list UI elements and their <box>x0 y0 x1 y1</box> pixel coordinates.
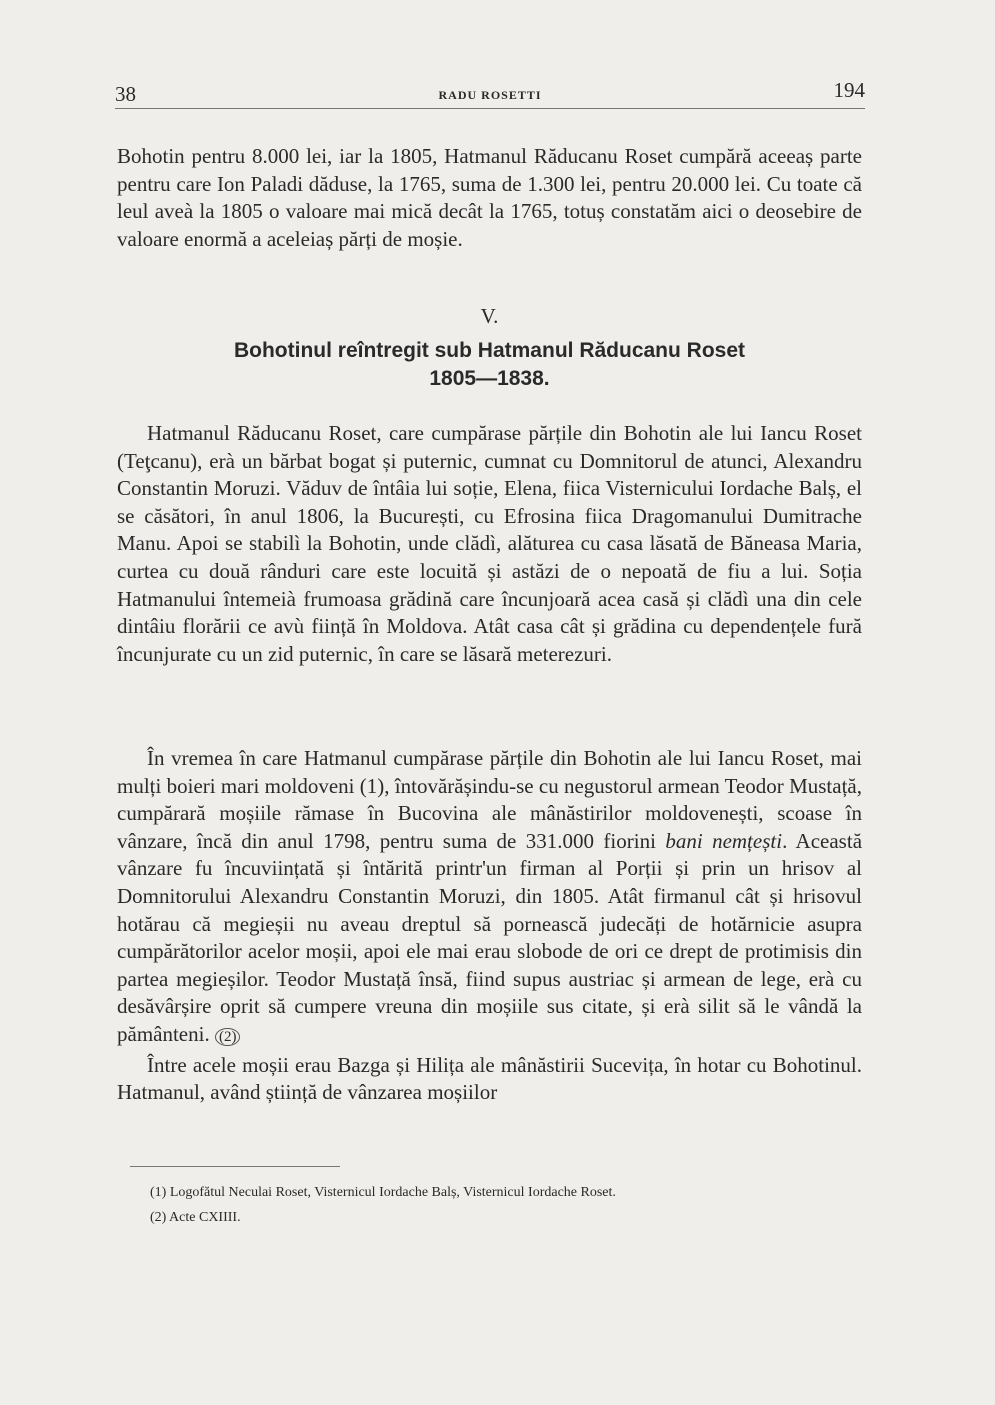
paragraph-2: Hatmanul Răducanu Roset, care cumpărase părțile din Bohotin ale lui Iancu Roset (Teţcanu), erà un bărbat bogat și puternic, cumnat cu Domnitorul de atunci, Alexandru Constantin Moruzi. Văduv de întâia lui soție, Elena, fiica Visternicului Iordache Balș, el se căsători, în anul 1806, la București, cu Efrosina fiica Dragomanului Dumitrache Manu. Apoi se stabilì la Bohotin, unde clădì, alăturea cu casa lăsată de Băneasa Maria, curtea cu două rânduri care este locuită și astăzi de o nepoată de fiu a lui. Soția Hatmanului întemeià frumoasa grădină care încunjoară acea casă și clădì una din cele dintâiu florării ce avù ființă în Moldova. Atât casa cât și grădina cu dependențele fură încunjurate cu un zid puternic, în care se lăsară meterezuri. <box>117 421 862 666</box>
paragraph-3-text-b: . Această vânzare fu încuviințată și întărită printr'un firman al Porții și prin un hrisov al Domnitorului Alexandru Constantin Moruzi, din 1805. Atât firmanul cât și hrisovul hotărau că megieșii nu aveau dreptul să pornească judecăți de hotărnicie asupra cumpărătorilor acelor moșii, apoi ele mai erau slobode de ori ce drept de protimisis din partea megieșilor. Teodor Mustață însă, fiind supus austriac și armean de lege, erà cu desăvârșire oprit să cumpere vreuna din moșiile sus citate, și erà silit să le vândă la pământeni. <box>117 828 863 1046</box>
page-number-left: 38 <box>115 82 136 106</box>
footnotes <box>150 1180 870 1230</box>
section-number: V. <box>480 304 499 328</box>
footnote-1: (1) Logofătul Neculai Roset, Visternicul Iordache Balș, Visternicul Iordache Roset. <box>150 1185 616 1200</box>
paragraph-3-italic: bani nemțești <box>665 828 783 853</box>
running-title: RADU ROSETTI <box>438 88 542 102</box>
footnote-rule <box>130 1166 340 1167</box>
paragraph-3-text-a: În vremea în care Hatmanul cumpărase părțile din Bohotin ale lui Iancu Roset, mai mulți boieri mari moldoveni (1), întovărășindu-se cu negustorul armean Teodor Mustață, cumpărară moșiile rămase în Bucovina ale mânăstirilor moldovenești, scoase în vânzare, încă din anul 1798, pentru suma de 331.000 fiorini <box>117 746 862 853</box>
paragraph-4: Între acele moșii erau Bazga și Hilița ale mânăstirii Sucevița, în hotar cu Bohotinul. Hatmanul, având știință de vânzarea moșiilor <box>117 1052 862 1105</box>
section-title <box>117 337 862 393</box>
page-header <box>115 78 865 109</box>
paragraph-3 <box>117 745 862 1107</box>
section-title-line2: 1805—1838. <box>429 367 550 390</box>
footnote-2: (2) Acte CXIIII. <box>150 1210 241 1225</box>
footnote-reference: (2) <box>215 1028 241 1046</box>
page-number-right: 194 <box>833 78 865 102</box>
paragraph-1: Bohotin pentru 8.000 lei, iar la 1805, Hatmanul Răducanu Roset cumpără aceeaș parte pentru care Ion Paladi dăduse, la 1765, suma de 1.300 lei, pentru 20.000 lei. Cu toate că leul aveà la 1805 o valoare mai mică decât la 1765, totuș constatăm aici o deosebire de valoare enormă a aceleiaș părți de moșie. <box>117 144 862 251</box>
section-title-line1: Bohotinul reîntregit sub Hatmanul Răducanu Roset <box>233 339 746 362</box>
